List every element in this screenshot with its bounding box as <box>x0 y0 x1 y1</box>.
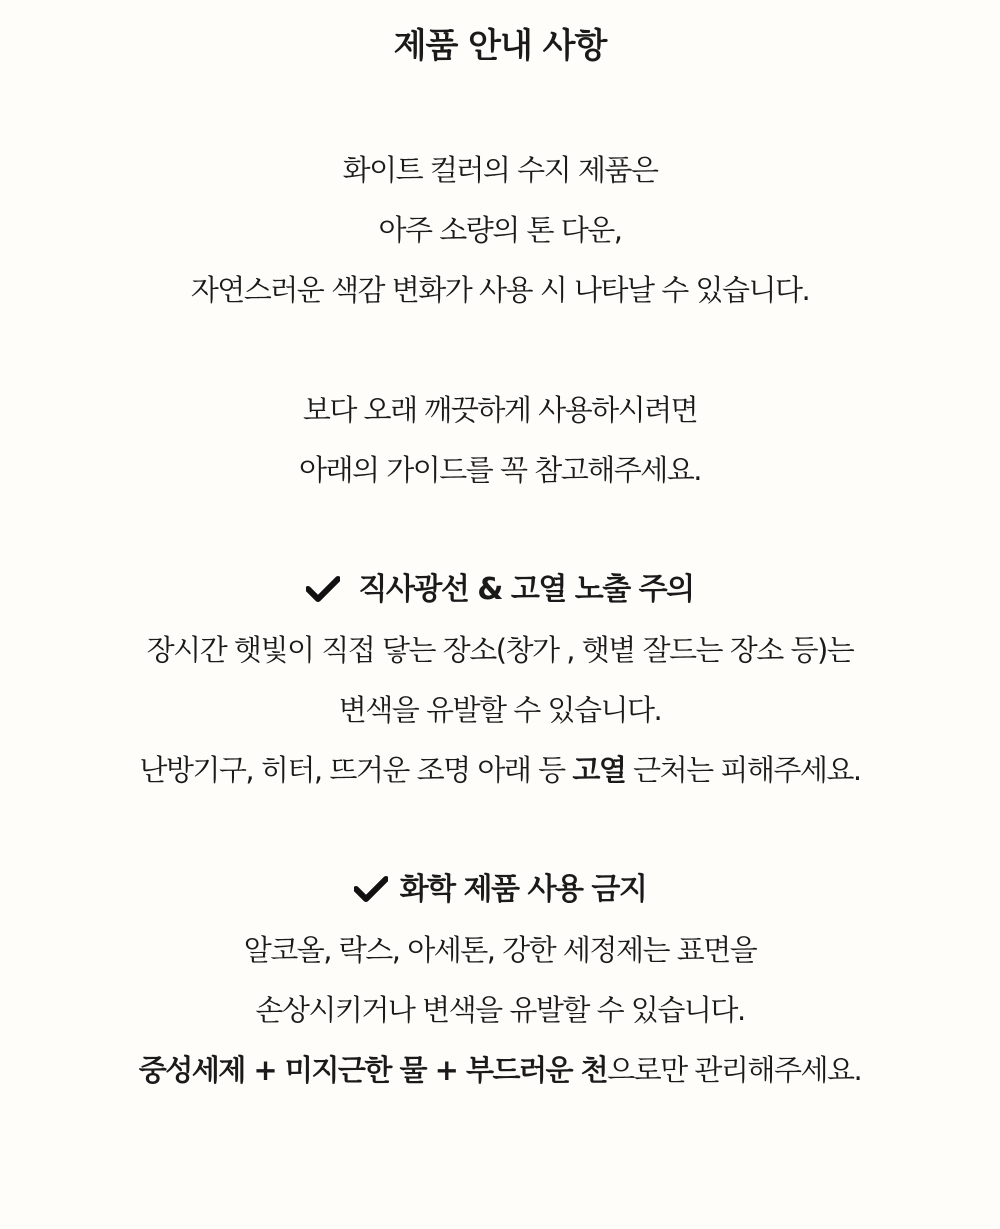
section-chemical-line-1: 알코올, 락스, 아세톤, 강한 세정제는 표면을 <box>243 933 757 967</box>
section-sunlight-line-3 <box>0 750 1000 790</box>
check-icon <box>306 576 340 602</box>
guide-line-1: 보다 오래 깨끗하게 사용하시려면 <box>302 393 698 427</box>
guide-line-2: 아래의 가이드를 꼭 참고해주세요. <box>298 453 702 487</box>
care-method-emphasis: 중성세제 + 미지근한 물 + 부드러운 천 <box>138 1053 608 1087</box>
section-sunlight-line-3-text: 난방기구, 히터, 뜨거운 조명 아래 등 <box>139 753 573 787</box>
high-heat-emphasis: 고열 <box>572 753 626 787</box>
section-chemical-line-3 <box>0 1050 1000 1090</box>
section-chemical-line-2: 손상시키거나 변색을 유발할 수 있습니다. <box>255 993 745 1027</box>
section-chemical-heading <box>0 870 1000 910</box>
intro-line-1: 화이트 컬러의 수지 제품은 <box>342 153 658 187</box>
check-icon <box>354 876 388 902</box>
intro-line-2: 아주 소량의 톤 다운, <box>378 213 622 247</box>
section-chemical-line-3-end: 으로만 관리해주세요. <box>607 1053 862 1087</box>
section-sunlight-line-2: 변색을 유발할 수 있습니다. <box>338 693 662 727</box>
section-chemical-title: 화학 제품 사용 금지 <box>399 872 647 907</box>
section-sunlight-line-1: 장시간 햇빛이 직접 닿는 장소(창가 , 햇볕 잘드는 장소 등)는 <box>146 633 854 667</box>
intro-line-3: 자연스러운 색감 변화가 사용 시 나타날 수 있습니다. <box>190 273 810 307</box>
section-sunlight-line-3-end: 근처는 피해주세요. <box>625 753 861 787</box>
section-sunlight-heading <box>0 570 1000 610</box>
page-title: 제품 안내 사항 <box>393 26 607 66</box>
section-sunlight-title: 직사광선 & 고열 노출 주의 <box>358 572 694 607</box>
